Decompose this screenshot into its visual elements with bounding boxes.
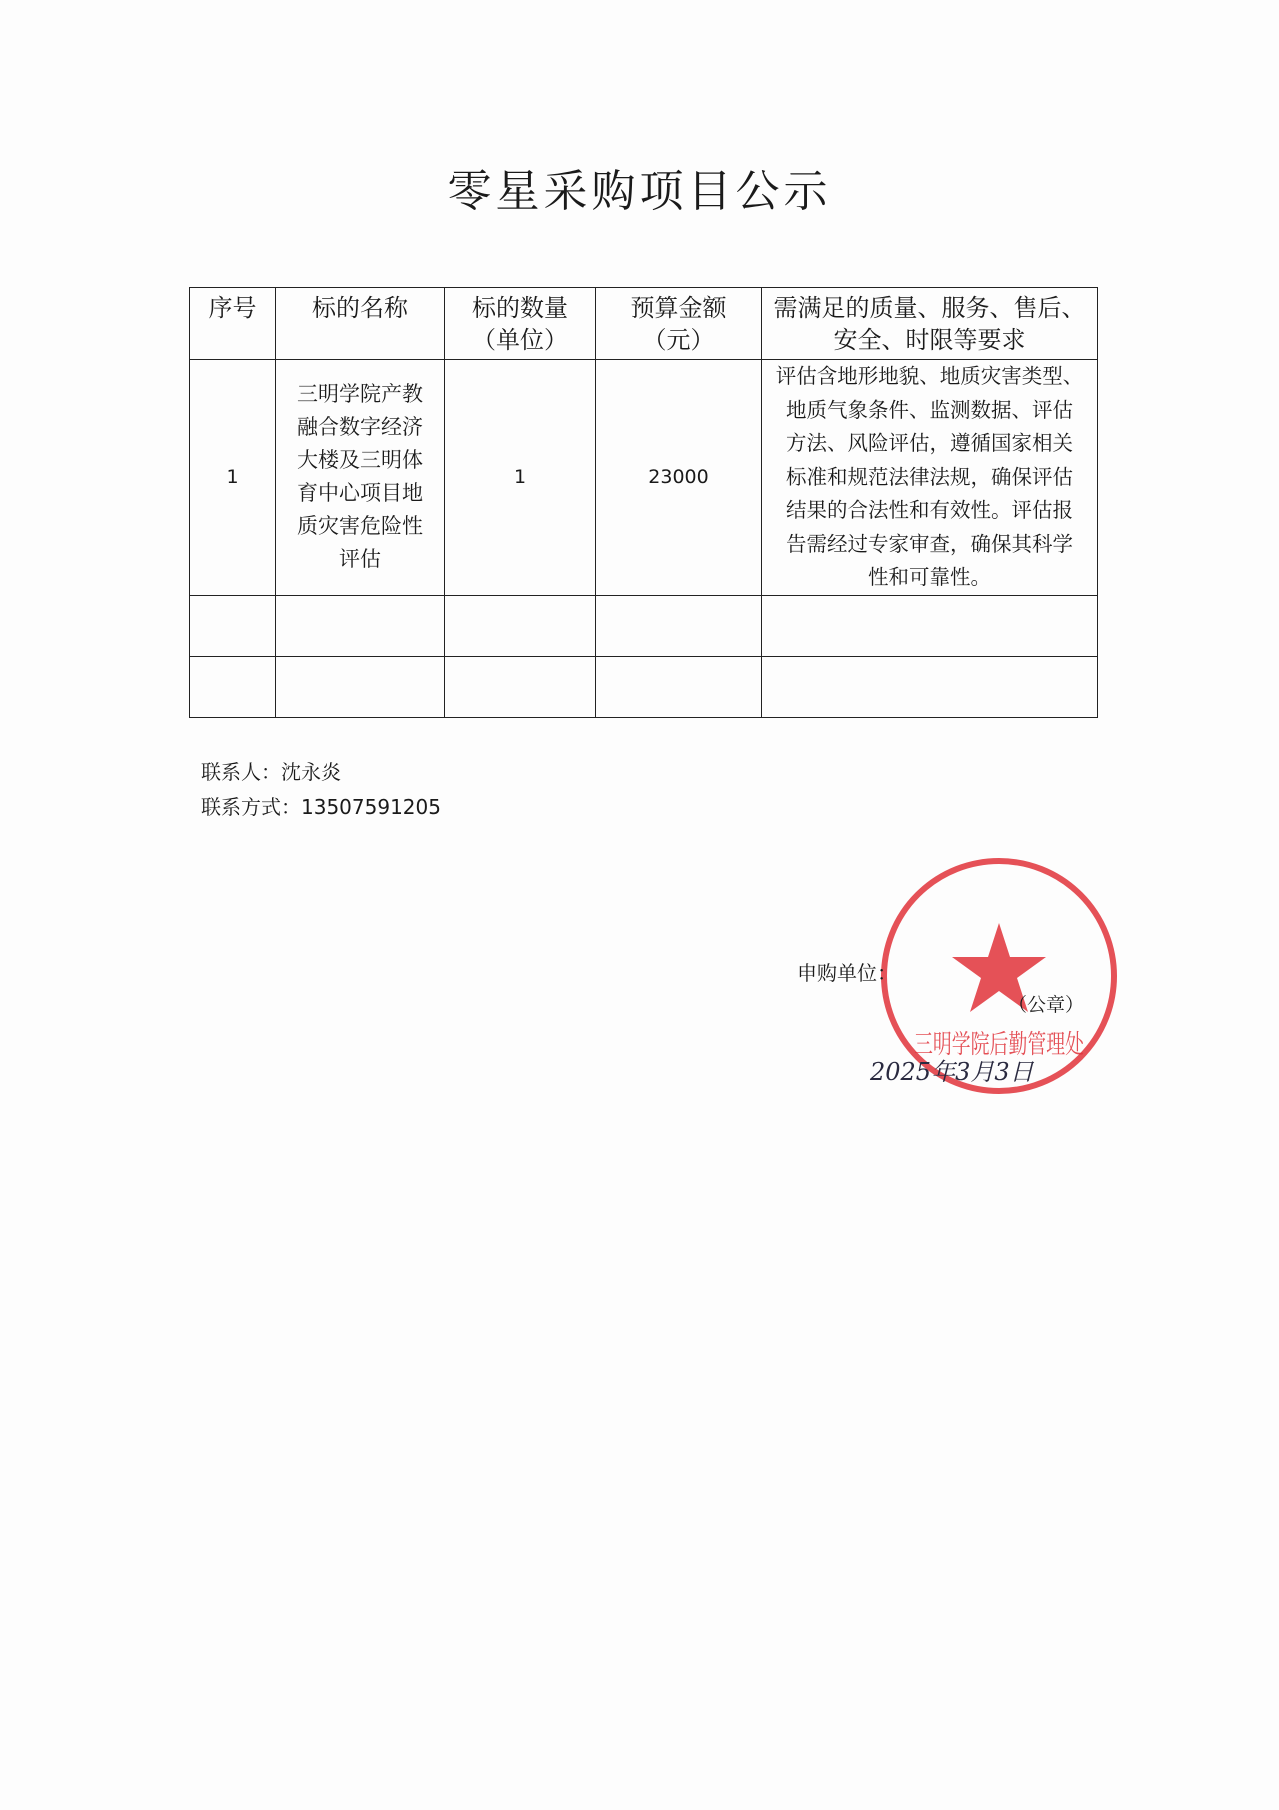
header-budget-line1: 预算金额 [630, 293, 727, 322]
contact-phone-number: 13507591205 [301, 795, 441, 819]
table-row-empty [190, 595, 1098, 656]
contact-person [201, 756, 341, 785]
cell-qty: 1 [445, 360, 596, 596]
header-qty-line2: （单位） [472, 325, 568, 354]
header-qty [445, 288, 596, 360]
contact-phone-label: 联系方式： [201, 795, 301, 819]
signed-date: 2025年3月3日 [870, 1058, 1034, 1086]
contact-phone [201, 791, 441, 820]
name-line: 育中心项目地 [297, 481, 423, 506]
contact-person-label: 联系人： [201, 760, 281, 784]
header-req-line1: 需满足的质量、服务、售后、 [773, 293, 1086, 322]
name-line: 质灾害危险性 [297, 514, 423, 539]
cell-requirements [762, 360, 1098, 596]
table-row-empty [190, 656, 1098, 717]
seal-text: 三明学院后勤管理处 [914, 1030, 1084, 1060]
cell-name [276, 360, 445, 596]
req-line: 方法、风险评估，遵循国家相关 [786, 431, 1073, 455]
header-req-line2: 安全、时限等要求 [833, 325, 1026, 354]
name-line: 评估 [339, 547, 381, 572]
req-line: 性和可靠性。 [868, 565, 991, 589]
req-line: 标准和规范法律法规，确保评估 [786, 464, 1073, 489]
contact-person-name: 沈永炎 [281, 760, 341, 784]
header-budget [596, 288, 762, 360]
header-requirements [762, 288, 1098, 360]
header-name: 标的名称 [276, 288, 445, 360]
procurement-table [189, 287, 1098, 718]
req-line: 结果的合法性和有效性。评估报 [786, 498, 1073, 522]
name-line: 三明学院产教 [297, 382, 423, 407]
table-row [190, 360, 1098, 596]
req-line: 地质气象条件、监测数据、评估 [786, 397, 1073, 422]
seal-note: （公章） [1008, 994, 1085, 1016]
table-header-row [190, 288, 1098, 360]
header-seq: 序号 [190, 288, 276, 360]
cell-budget: 23000 [596, 360, 762, 596]
name-line: 大楼及三明体 [297, 448, 423, 473]
page-title: 零星采购项目公示 [447, 166, 832, 217]
header-budget-line2: （元） [642, 325, 715, 354]
name-line: 融合数字经济 [297, 415, 423, 440]
req-line: 评估含地形地貌、地质灾害类型、 [775, 364, 1084, 388]
req-line: 告需经过专家审查，确保其科学 [786, 531, 1073, 556]
cell-seq: 1 [190, 360, 276, 596]
applicant-label: 申购单位： [797, 961, 897, 985]
header-qty-line1: 标的数量 [472, 293, 568, 322]
